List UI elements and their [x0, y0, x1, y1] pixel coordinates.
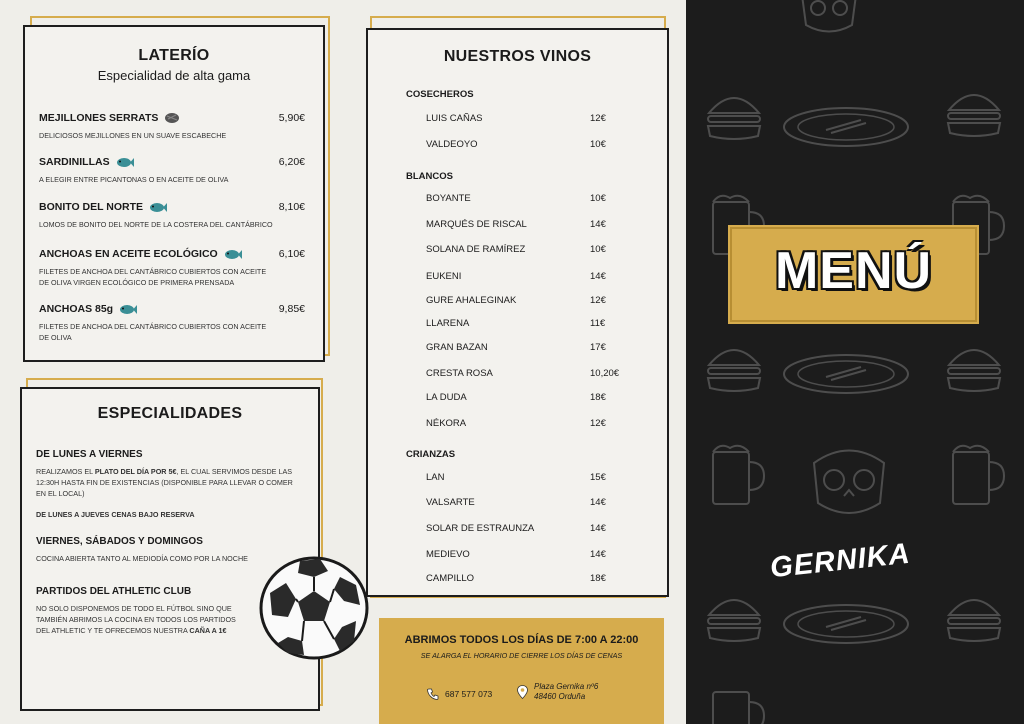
wine-name: VALDEOYO: [426, 139, 478, 150]
laterio-item: [39, 201, 305, 230]
item-desc: DELICIOSOS MEJILLONES EN UN SUAVE ESCABECHE: [39, 131, 227, 140]
item-name: MEJILLONES SERRATS: [39, 112, 159, 124]
wine-price: 11€: [590, 318, 606, 329]
item-desc: LOMOS DE BONITO DEL NORTE DE LA COSTERA DEL CANTÁBRICO: [39, 220, 273, 229]
wine-price: 14€: [590, 497, 606, 508]
hours-box: [379, 618, 664, 724]
wine-price: 18€: [590, 392, 606, 403]
wine-name: MARQUÉS DE RISCAL: [426, 219, 527, 230]
beer-mug-doodle-icon: [708, 680, 768, 724]
item-price: 6,10€: [278, 248, 305, 260]
wine-name: SOLANA DE RAMÍREZ: [426, 244, 526, 255]
laterio-panel: [23, 25, 325, 362]
wine-price: 14€: [590, 219, 606, 230]
beer-mug-doodle-icon: [948, 440, 1008, 510]
item-name: SARDINILLAS: [39, 156, 110, 168]
especialidades-panel: [20, 387, 320, 711]
wine-price: 10€: [590, 244, 606, 255]
wine-name: LAN: [426, 472, 445, 483]
burger-doodle-icon: [944, 340, 1004, 395]
burger-doodle-icon: [944, 85, 1004, 140]
wine-name: LUIS CAÑAS: [426, 113, 483, 124]
plate-doodle-icon: [781, 105, 911, 150]
plate-doodle-icon: [781, 352, 911, 397]
special-athletic: [36, 586, 248, 636]
especialidades-title: ESPECIALIDADES: [97, 405, 243, 422]
skull-doodle-icon: [804, 448, 894, 528]
wine-name: NÉKORA: [426, 418, 467, 429]
laterio-item: [39, 156, 305, 185]
laterio-item: [39, 248, 305, 288]
item-price: 5,90€: [278, 112, 305, 124]
item-desc: FILETES DE ANCHOA DEL CANTÁBRICO CUBIERTOS CON ACEITE DE OLIVA: [39, 322, 267, 342]
brand-logo: GERNIKA: [768, 537, 912, 585]
wine-price: 12€: [590, 113, 606, 124]
vinos-panel: [366, 28, 669, 597]
item-price: 9,85€: [278, 303, 305, 315]
wine-price: 12€: [590, 295, 606, 306]
special-weekdays: [36, 449, 304, 499]
wine-category: BLANCOS: [406, 171, 453, 182]
wine-price: 18€: [590, 573, 606, 584]
fish-icon: [224, 249, 242, 260]
special-note: [36, 509, 304, 520]
wine-price: 10€: [590, 193, 606, 204]
hours-text: ABRIMOS TODOS LOS DÍAS DE 7:00 A 22:00: [404, 634, 639, 646]
wine-price: 14€: [590, 549, 606, 560]
item-name: ANCHOAS 85g: [39, 303, 114, 315]
address-line1: Plaza Gernika nº6: [534, 682, 599, 691]
wine-price: 17€: [590, 342, 606, 353]
cover-panel: [686, 0, 1024, 724]
wine-price: 14€: [590, 523, 606, 534]
fish-icon: [149, 202, 167, 213]
item-desc: FILETES DE ANCHOA DEL CANTÁBRICO CUBIERTOS CON ACEITE DE OLIVA VIRGEN ECOLÓGICO DE PRIMERA PRENSADA: [39, 267, 267, 287]
mussel-icon: [164, 112, 180, 124]
skull-doodle-icon: [794, 0, 864, 40]
wine-category: COSECHEROS: [406, 89, 474, 100]
burger-doodle-icon: [944, 590, 1004, 645]
item-price: 6,20€: [278, 156, 305, 168]
item-price: 8,10€: [278, 201, 305, 213]
hours-note: SE ALARGA EL HORARIO DE CIERRE LOS DÍAS DE CENAS: [420, 651, 623, 660]
phone-icon: [427, 688, 439, 700]
item-desc: A ELEGIR ENTRE PICANTONAS O EN ACEITE DE OLIVA: [39, 175, 229, 184]
special-note-text: DE LUNES A JUEVES CENAS BAJO RESERVA: [36, 510, 195, 519]
special-title: PARTIDOS DEL ATHLETIC CLUB: [36, 586, 192, 597]
wine-price: 15€: [590, 472, 606, 483]
wine-name: SOLAR DE ESTRAUNZA: [426, 523, 535, 534]
wine-name: LLARENA: [426, 318, 470, 329]
item-name: ANCHOAS EN ACEITE ECOLÓGICO: [39, 248, 218, 260]
wine-name: CAMPILLO: [426, 573, 475, 584]
special-text: NO SOLO DISPONEMOS DE TODO EL FÚTBOL SINO QUE TAMBIÉN ABRIMOS LA COCINA EN TODOS LOS PARTIDOS DEL ATHLETIC Y TE OFRECEMOS NUESTRA CAÑA A 1€: [36, 604, 236, 635]
wine-price: 12€: [590, 418, 606, 429]
vinos-title: NUESTROS VINOS: [443, 48, 592, 65]
address-line2: 48460 Orduña: [534, 692, 586, 701]
plate-doodle-icon: [781, 602, 911, 647]
wine-name: CRESTA ROSA: [426, 368, 493, 379]
menu-title-box: [728, 225, 979, 324]
burger-doodle-icon: [704, 340, 764, 395]
laterio-item: [39, 303, 305, 343]
wine-name: MEDIEVO: [426, 549, 470, 560]
fish-icon: [119, 304, 137, 315]
laterio-title: LATERÍO: [138, 47, 210, 64]
wine-name: GRAN BAZAN: [426, 342, 488, 353]
location-pin-icon: [517, 685, 528, 699]
wine-name: GURE AHALEGINAK: [426, 295, 517, 306]
fish-icon: [116, 157, 134, 168]
wine-price: 14€: [590, 271, 606, 282]
phone-contact: [427, 688, 492, 700]
special-title: DE LUNES A VIERNES: [36, 449, 143, 460]
burger-doodle-icon: [704, 88, 764, 143]
burger-doodle-icon: [704, 590, 764, 645]
wine-name: EUKENI: [426, 271, 462, 282]
wine-name: VALSARTE: [426, 497, 475, 508]
wine-category: CRIANZAS: [406, 449, 456, 460]
special-text: REALIZAMOS EL PLATO DEL DÍA POR 5€, EL CUAL SERVIMOS DESDE LAS 12:30H HASTA FIN DE EXISTENCIAS (DISPONIBLE PARA LLEVAR O COMER EN EL LOCAL): [36, 467, 293, 498]
address-contact: [517, 682, 598, 702]
soccer-ball-icon: [258, 555, 370, 661]
beer-mug-doodle-icon: [708, 440, 768, 510]
item-name: BONITO DEL NORTE: [39, 201, 144, 213]
menu-title: MENÚ: [774, 242, 933, 300]
phone-number: 687 577 073: [445, 689, 493, 699]
wine-price: 10,20€: [590, 368, 620, 379]
wine-name: BOYANTE: [426, 193, 471, 204]
laterio-subtitle: Especialidad de alta gama: [97, 68, 251, 83]
special-title: VIERNES, SÁBADOS Y DOMINGOS: [36, 536, 203, 547]
wine-price: 10€: [590, 139, 606, 150]
laterio-item: [39, 112, 305, 141]
wine-name: LA DUDA: [426, 392, 467, 403]
special-text: COCINA ABIERTA TANTO AL MEDIODÍA COMO POR LA NOCHE: [36, 554, 248, 563]
